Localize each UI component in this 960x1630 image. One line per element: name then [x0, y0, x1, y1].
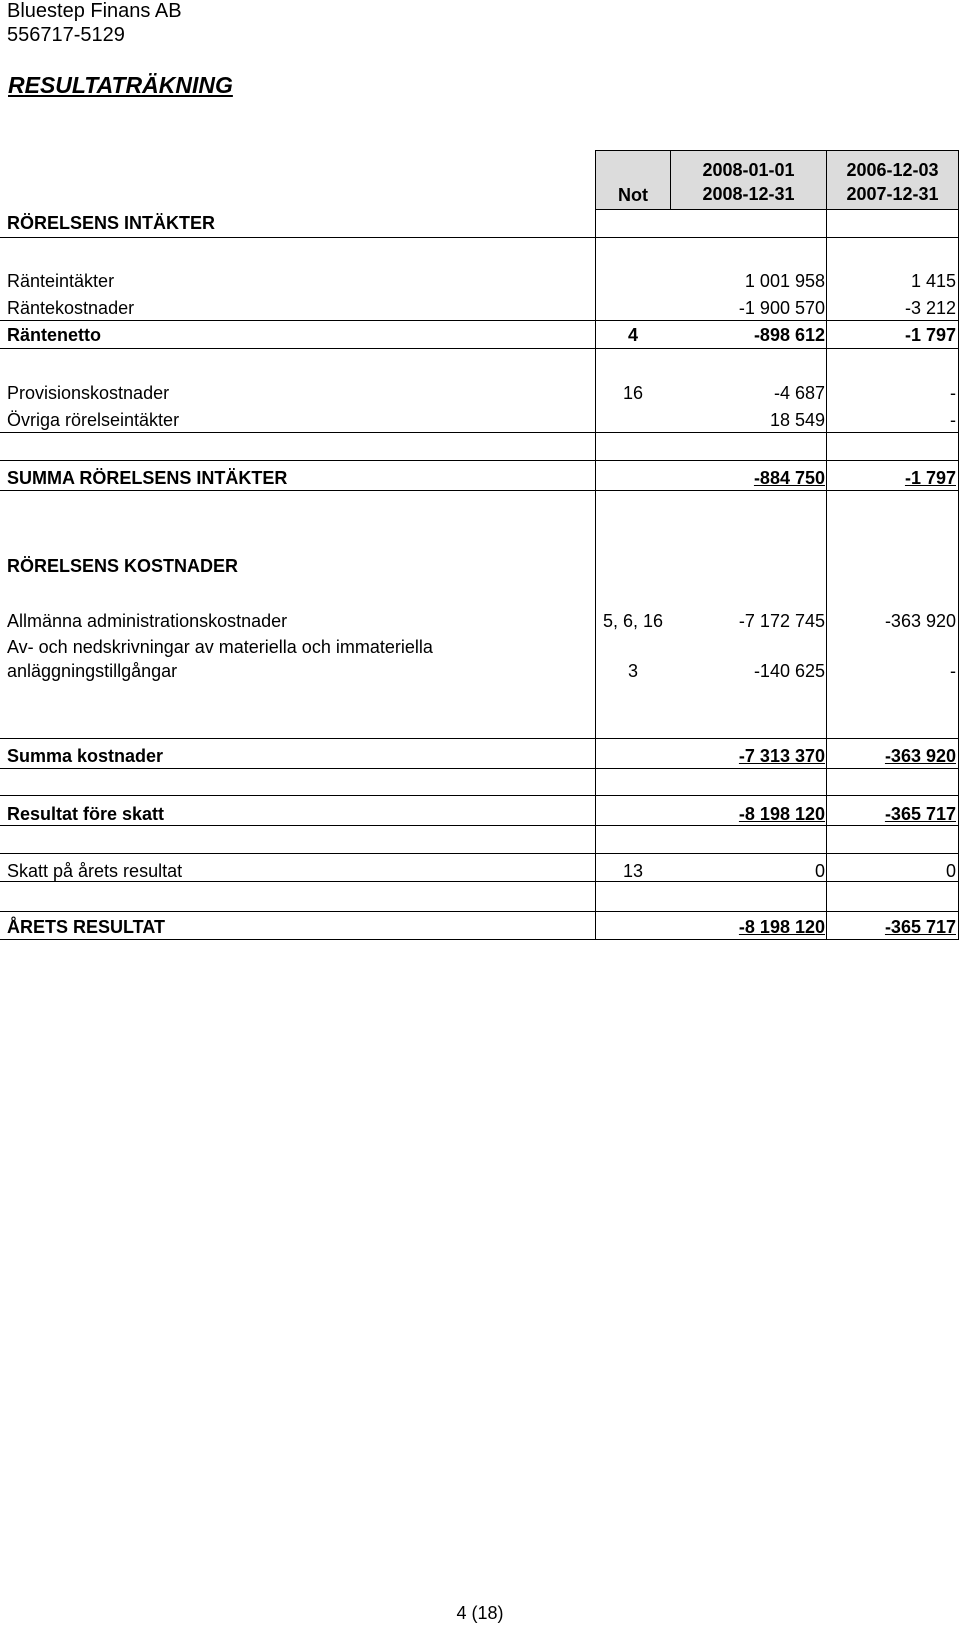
row-value-2008: -898 612 [753, 325, 825, 345]
grid-line [0, 460, 959, 461]
row-value-2007: -363 920 [884, 746, 956, 766]
row-value-2008: -4 687 [773, 383, 825, 403]
row-value-2007: -363 920 [884, 611, 956, 631]
row-note: 3 [627, 661, 638, 681]
row-value-2008: -8 198 120 [738, 917, 825, 937]
row-value-2008: -1 900 570 [738, 298, 825, 318]
row-label: Provisionskostnader [7, 383, 170, 403]
grid-line [826, 150, 827, 940]
row-note: 13 [622, 861, 644, 881]
row-value-2007: 1 415 [910, 271, 956, 291]
row-value-2007: - [950, 661, 956, 681]
row-value-2008: 1 001 958 [744, 271, 825, 291]
row-label: SUMMA RÖRELSENS INTÄKTER [7, 468, 288, 488]
grid-line [0, 825, 959, 826]
grid-line [0, 738, 959, 739]
report-title: RESULTATRÄKNING [8, 72, 233, 98]
grid-line [595, 150, 596, 940]
grid-line [595, 150, 959, 151]
row-value-2008: -8 198 120 [738, 804, 825, 824]
row-label: anläggningstillgångar [7, 661, 178, 681]
row-value-2008: 0 [814, 861, 825, 881]
col-header-period2-from: 2006-12-03 [846, 160, 939, 180]
row-label: Räntenetto [7, 325, 101, 345]
grid-line [0, 768, 959, 769]
row-label: ÅRETS RESULTAT [7, 917, 165, 937]
row-label: Summa kostnader [7, 746, 164, 766]
company-name: Bluestep Finans AB [7, 0, 182, 22]
row-value-2007: -1 797 [904, 325, 956, 345]
row-note: 5, 6, 16 [602, 611, 664, 631]
col-header-period1-to: 2008-12-31 [702, 184, 795, 204]
grid-line [958, 150, 959, 940]
row-note: 16 [622, 383, 644, 403]
section-heading-income: RÖRELSENS INTÄKTER [7, 213, 216, 233]
row-value-2007: -1 797 [904, 468, 956, 488]
grid-line [0, 795, 959, 796]
row-label: Räntekostnader [7, 298, 135, 318]
grid-line [0, 348, 959, 349]
col-header-period2-to: 2007-12-31 [846, 184, 939, 204]
col-header-period1-from: 2008-01-01 [702, 160, 795, 180]
section-heading-costs: RÖRELSENS KOSTNADER [7, 556, 239, 576]
row-label: Ränteintäkter [7, 271, 115, 291]
row-label: Av- och nedskrivningar av materiella och immateriella [7, 637, 433, 657]
grid-line [0, 490, 959, 491]
org-number: 556717-5129 [7, 24, 125, 46]
row-value-2008: -7 313 370 [738, 746, 825, 766]
row-value-2007: -3 212 [904, 298, 956, 318]
row-value-2008: -140 625 [753, 661, 825, 681]
row-note: 4 [627, 325, 638, 345]
row-value-2007: - [950, 383, 956, 403]
row-label: Resultat före skatt [7, 804, 165, 824]
row-label: Övriga rörelseintäkter [7, 410, 180, 430]
row-value-2007: 0 [945, 861, 956, 881]
row-label: Allmänna administrationskostnader [7, 611, 288, 631]
row-value-2008: 18 549 [769, 410, 825, 430]
grid-line [0, 320, 959, 321]
row-value-2007: -365 717 [884, 917, 956, 937]
grid-line [595, 209, 959, 210]
row-value-2007: - [950, 410, 956, 430]
row-label: Skatt på årets resultat [7, 861, 183, 881]
row-value-2008: -7 172 745 [738, 611, 825, 631]
page-number: 4 (18) [456, 1603, 504, 1623]
grid-line [0, 911, 959, 912]
grid-line [0, 853, 959, 854]
col-header-not: Not [618, 185, 648, 205]
row-value-2008: -884 750 [753, 468, 825, 488]
grid-line [0, 432, 959, 433]
row-value-2007: -365 717 [884, 804, 956, 824]
grid-line [0, 939, 959, 940]
grid-line [0, 237, 959, 238]
